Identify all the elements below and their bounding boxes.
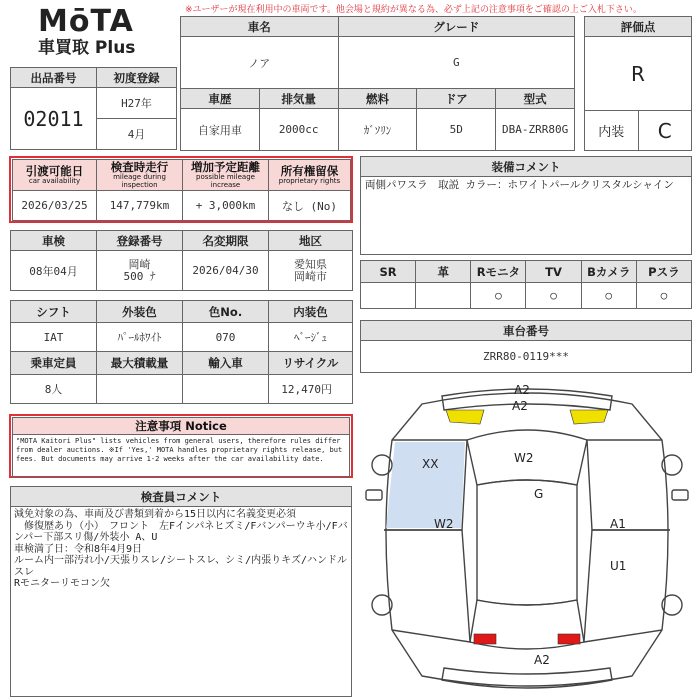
- availability-table: [12, 159, 351, 221]
- notice-text: "MOTA Kaitori Plus" lists vehicles from general users, therefore rules differ from dealer auctions. ※If 'Yes,' MOTA handles proprietary rights release, but fees. But documents may arrive 1-2 weeks after the car availability date.: [13, 435, 350, 477]
- listing-table: [10, 67, 177, 150]
- equipment-label: 装備コメント: [361, 157, 692, 177]
- mark-left-rear-door: W2: [434, 517, 454, 531]
- import-label: 輸入車: [183, 352, 269, 375]
- right-front-door: [587, 440, 670, 530]
- mark-front: A2: [512, 399, 528, 413]
- fuel-label: 燃料: [338, 89, 417, 109]
- headlight-right: [570, 410, 608, 424]
- shift: IAT: [11, 323, 97, 352]
- plate: 岡崎 500 ﾅ: [97, 251, 183, 291]
- mirror-left: [366, 490, 382, 500]
- first-reg-year: H27年: [97, 88, 177, 119]
- pickup-date: 2026/03/25: [13, 191, 97, 221]
- name-change-label: 名変期限: [183, 231, 269, 251]
- pickup-label: 引渡可能日 car availability: [13, 160, 97, 191]
- history-label: 車歴: [181, 89, 260, 109]
- mark-right-rear-door: U1: [610, 559, 627, 573]
- inspection-date: 08年04月: [11, 251, 97, 291]
- car-diagram: [362, 380, 692, 698]
- inspector-table: [10, 486, 352, 697]
- mark-front-bumper: A2: [514, 383, 530, 397]
- headlight-left: [446, 410, 484, 424]
- listing-number: 02011: [11, 88, 97, 150]
- interior-rating-label: 内装: [585, 111, 639, 151]
- plate-label: 登録番号: [97, 231, 183, 251]
- interior-color: ﾍﾞｰｼﾞｭ: [269, 323, 353, 352]
- max-load: [97, 375, 183, 404]
- mileage: 147,779km: [97, 191, 183, 221]
- option-pslide: ○: [636, 283, 691, 309]
- max-load-label: 最大積載量: [97, 352, 183, 375]
- interior-rating: C: [638, 111, 692, 151]
- import: [183, 375, 269, 404]
- model: DBA-ZRR80G: [496, 109, 575, 151]
- equipment-text: 両側パワスラ 取説 カラー：ホワイトパールクリスタルシャイン: [361, 177, 692, 255]
- chassis-number: ZRR80-0119***: [361, 341, 692, 373]
- car-name: ノア: [181, 37, 339, 89]
- option-bcamera: ○: [581, 283, 636, 309]
- inspector-comment: 減免対象の為、車両及び書類到着から15日以内に名義変更必須 修復歴あり（小） フロント 左Fインパネヒズミ/Fバンパーウキ小/Fバンパー下部スリ傷/外装小 A、U 車検満了日：令和8年4月9日 ルーム内一部汚れ小/天張りスレ/シートスレ、シミ/内張りキズ/ハンドルスレ Rモニターリモコン欠: [11, 507, 352, 697]
- lien-label: 所有権留保 proprietary rights: [269, 160, 351, 191]
- option-sr-label: SR: [361, 261, 416, 283]
- option-rmonitor: ○: [471, 283, 526, 309]
- history: 自家用車: [181, 109, 260, 151]
- mirror-right: [672, 490, 688, 500]
- option-sr: [361, 283, 416, 309]
- mark-right-front-door: A1: [610, 517, 626, 531]
- first-reg-month: 4月: [97, 119, 177, 150]
- rating-table: [584, 16, 692, 151]
- option-tv: ○: [526, 283, 581, 309]
- inspector-label: 検査員コメント: [11, 487, 352, 507]
- option-rmonitor-label: Rモニタ: [471, 261, 526, 283]
- listing-number-label: 出品番号: [11, 68, 97, 88]
- specs-table: [10, 300, 353, 404]
- exterior-color: ﾊﾟｰﾙﾎﾜｲﾄ: [97, 323, 183, 352]
- roof: [477, 480, 577, 605]
- doors: 5D: [417, 109, 496, 151]
- option-leather: [416, 283, 471, 309]
- displacement: 2000cc: [259, 109, 338, 151]
- damage-area-left-front: [386, 442, 465, 528]
- mileage-label: 検査時走行 mileage during inspection: [97, 160, 183, 191]
- color-no-label: 色No.: [183, 301, 269, 323]
- region-label: 地区: [269, 231, 353, 251]
- notice-label: 注意事項 Notice: [13, 418, 350, 435]
- grade-label: グレード: [338, 17, 574, 37]
- rear-bumper: [442, 668, 612, 688]
- mark-rear-bumper: A2: [534, 653, 550, 667]
- left-rear-door: [384, 530, 470, 642]
- logo-brand: MōTA: [38, 4, 134, 39]
- registration-table: [10, 230, 353, 291]
- right-rear-door: [584, 530, 670, 642]
- capacity: 8人: [11, 375, 97, 404]
- logo-kaitori: 車買取: [38, 38, 89, 58]
- chassis-table: [360, 320, 692, 373]
- color-no: 070: [183, 323, 269, 352]
- recycle-fee: 12,470円: [269, 375, 353, 404]
- body-outline: [386, 393, 668, 686]
- mark-left-front-door: XX: [422, 457, 439, 471]
- taillight-left: [474, 634, 496, 644]
- capacity-label: 乗車定員: [11, 352, 97, 375]
- first-reg-label: 初度登録: [97, 68, 177, 88]
- increase-label: 増加予定距離 possible mileage increase: [183, 160, 269, 191]
- mileage-increase: + 3,000km: [183, 191, 269, 221]
- option-bcamera-label: Bカメラ: [581, 261, 636, 283]
- mota-logo: [38, 6, 148, 58]
- recycle-label: リサイクル: [269, 352, 353, 375]
- car-name-label: 車名: [181, 17, 339, 37]
- option-pslide-label: Pスラ: [636, 261, 691, 283]
- vehicle-table: [180, 16, 575, 151]
- model-label: 型式: [496, 89, 575, 109]
- name-change-deadline: 2026/04/30: [183, 251, 269, 291]
- mark-roof: G: [534, 487, 544, 501]
- fuel: ｶﾞｿﾘﾝ: [338, 109, 417, 151]
- chassis-label: 車台番号: [361, 321, 692, 341]
- interior-color-label: 内装色: [269, 301, 353, 323]
- exterior-color-label: 外装色: [97, 301, 183, 323]
- notice-table: [12, 417, 350, 477]
- shift-label: シフト: [11, 301, 97, 323]
- user-warning: ※ユーザーが現在利用中の車両です。他会場と規約が異なる為、必ず上記の注意事項をご確認の上ご入札下さい。: [185, 5, 642, 15]
- region: 愛知県 岡崎市: [269, 251, 353, 291]
- rating-label: 評価点: [585, 17, 692, 37]
- option-leather-label: 革: [416, 261, 471, 283]
- taillight-right: [558, 634, 580, 644]
- rating-score: R: [585, 37, 692, 111]
- options-table: [360, 260, 692, 309]
- mark-windshield: W2: [514, 451, 534, 465]
- equipment-table: [360, 156, 692, 255]
- proprietary-rights: なし (No): [269, 191, 351, 221]
- doors-label: ドア: [417, 89, 496, 109]
- grade: G: [338, 37, 574, 89]
- logo-plus: Plus: [94, 38, 136, 58]
- option-tv-label: TV: [526, 261, 581, 283]
- displacement-label: 排気量: [259, 89, 338, 109]
- inspection-label: 車検: [11, 231, 97, 251]
